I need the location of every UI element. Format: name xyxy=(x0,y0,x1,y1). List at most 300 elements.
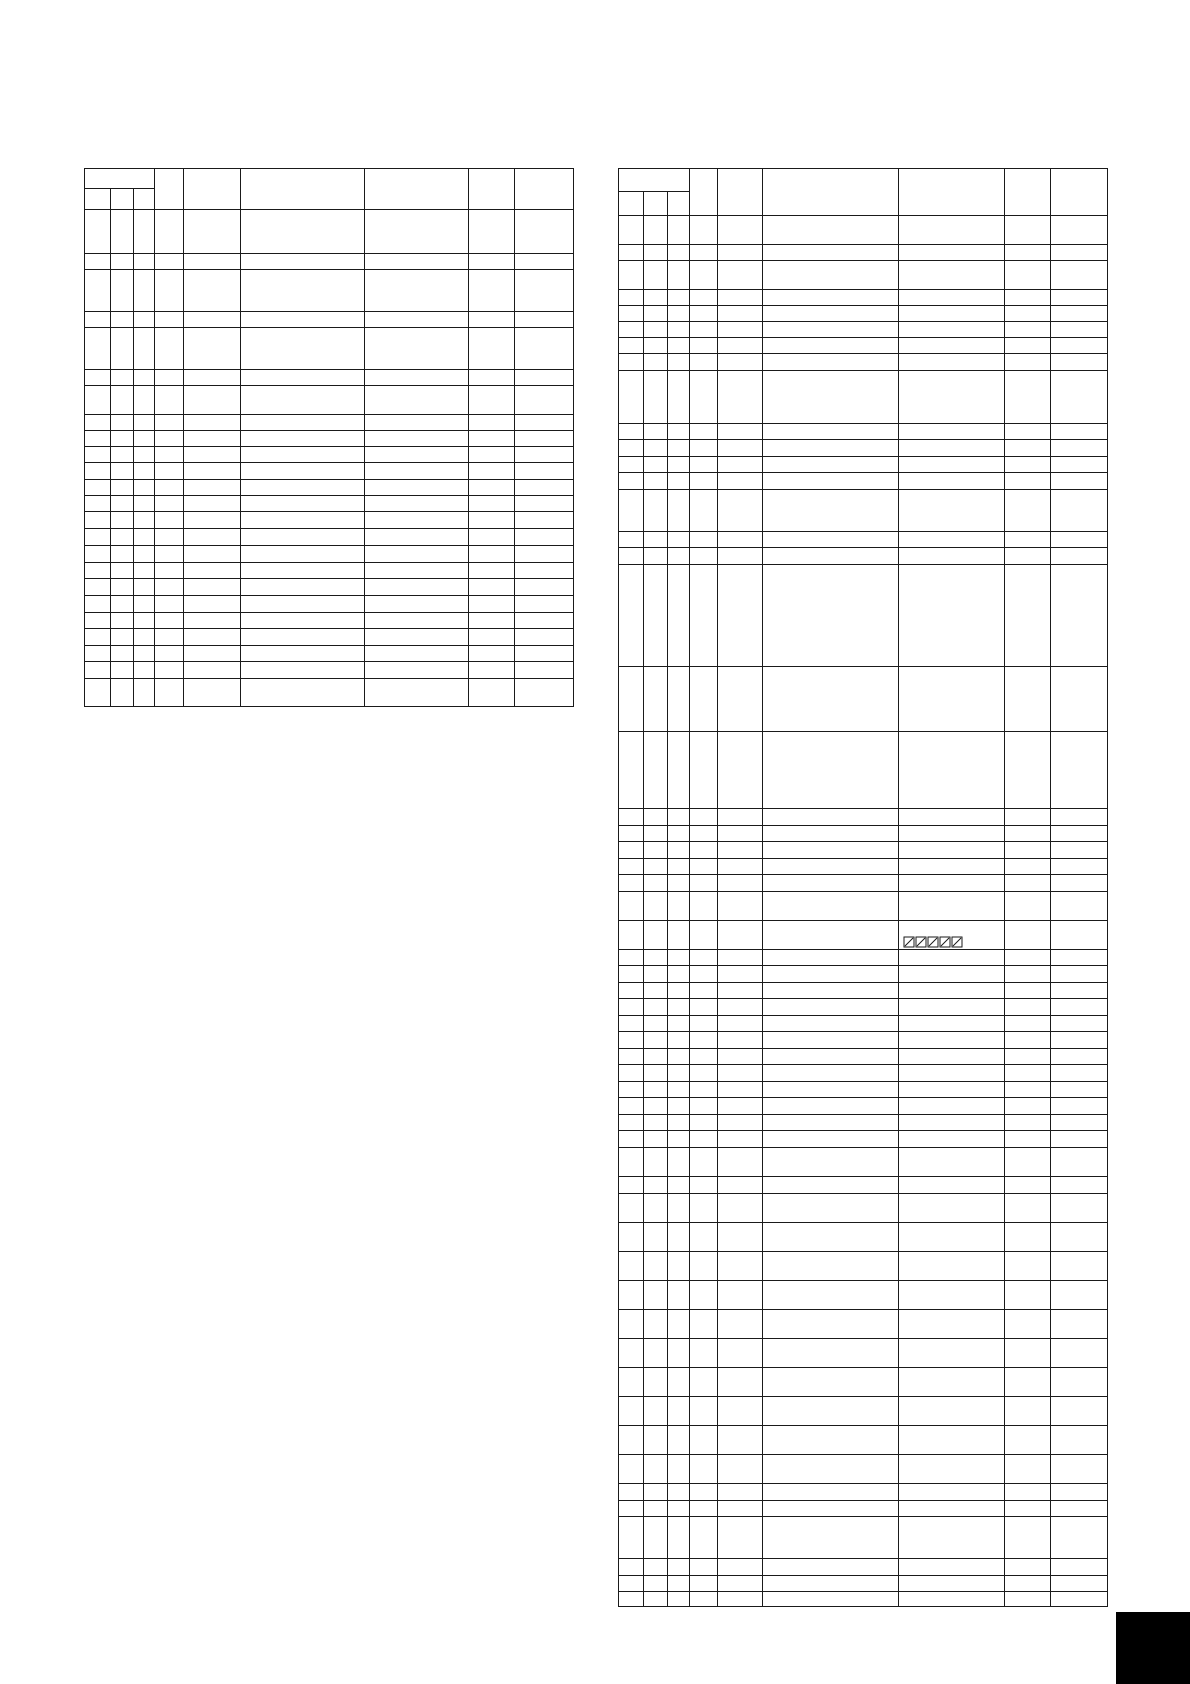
table-cell xyxy=(134,370,155,386)
table-cell xyxy=(690,966,718,983)
table-cell xyxy=(644,1016,668,1032)
table-cell xyxy=(619,548,644,565)
table-cell xyxy=(619,424,644,440)
table-cell xyxy=(668,983,690,999)
table-cell xyxy=(690,322,718,338)
header-cell xyxy=(899,169,1005,216)
table-cell xyxy=(718,999,763,1016)
table-cell xyxy=(241,596,365,613)
table-cell xyxy=(365,646,469,662)
table-cell xyxy=(718,875,763,892)
table-cell xyxy=(184,563,241,579)
table-cell xyxy=(1051,1484,1108,1501)
table-cell xyxy=(134,496,155,512)
table-cell xyxy=(718,1115,763,1131)
table-cell xyxy=(718,261,763,290)
table-cell xyxy=(763,921,899,950)
table-cell xyxy=(690,1115,718,1131)
table-cell xyxy=(365,463,469,480)
table-cell xyxy=(515,254,574,270)
table-cell xyxy=(365,496,469,512)
table-cell xyxy=(85,386,111,415)
table-row xyxy=(619,732,1108,809)
table-row xyxy=(619,322,1108,338)
table-cell xyxy=(763,338,899,354)
table-cell xyxy=(619,1368,644,1397)
table-cell xyxy=(718,424,763,440)
table-cell xyxy=(515,431,574,447)
table-row xyxy=(85,463,574,480)
table-cell xyxy=(899,1252,1005,1281)
table-cell xyxy=(690,354,718,371)
table-row xyxy=(619,1368,1108,1397)
table-cell xyxy=(644,892,668,921)
table-cell xyxy=(134,579,155,596)
table-cell xyxy=(111,370,134,386)
table-cell xyxy=(111,480,134,496)
table-cell xyxy=(134,328,155,370)
table-cell xyxy=(668,859,690,875)
table-cell xyxy=(155,431,184,447)
header-sub-cell xyxy=(644,192,668,216)
table-row xyxy=(85,496,574,512)
table-cell xyxy=(1005,1194,1051,1223)
table-cell xyxy=(619,532,644,548)
table-cell xyxy=(365,328,469,370)
table-cell xyxy=(155,210,184,254)
table-cell xyxy=(1005,216,1051,245)
table-cell xyxy=(515,596,574,613)
table-cell xyxy=(1005,1252,1051,1281)
table-cell xyxy=(718,1517,763,1559)
table-row xyxy=(619,1115,1108,1131)
table-cell xyxy=(644,1559,668,1576)
table-cell xyxy=(1051,921,1108,950)
table-cell xyxy=(644,290,668,306)
header-cell xyxy=(469,169,515,210)
table-cell xyxy=(690,1223,718,1252)
table-cell xyxy=(134,447,155,463)
table-row xyxy=(85,662,574,679)
table-row xyxy=(619,457,1108,473)
table-cell xyxy=(644,371,668,424)
table-row xyxy=(619,532,1108,548)
table-cell xyxy=(619,826,644,842)
table-cell xyxy=(899,216,1005,245)
table-row xyxy=(619,1049,1108,1065)
table-cell xyxy=(111,270,134,312)
table-cell xyxy=(365,447,469,463)
table-cell xyxy=(644,999,668,1016)
table-cell xyxy=(899,921,1005,950)
table-cell xyxy=(365,613,469,629)
table-cell xyxy=(668,1223,690,1252)
table-cell xyxy=(134,386,155,415)
table-cell xyxy=(134,646,155,662)
table-cell xyxy=(1005,1501,1051,1517)
table-cell xyxy=(619,983,644,999)
table-cell xyxy=(155,480,184,496)
table-cell xyxy=(619,950,644,966)
table-cell xyxy=(644,1252,668,1281)
header-cell xyxy=(718,169,763,216)
table-cell xyxy=(1051,1310,1108,1339)
table-cell xyxy=(718,892,763,921)
header-cell xyxy=(184,169,241,210)
table-cell xyxy=(1051,565,1108,667)
table-cell xyxy=(644,1484,668,1501)
table-cell xyxy=(241,546,365,563)
table-cell xyxy=(763,1016,899,1032)
table-cell xyxy=(718,1148,763,1177)
table-row xyxy=(619,983,1108,999)
header-group-row xyxy=(619,169,1108,192)
table-cell xyxy=(1005,440,1051,457)
table-cell xyxy=(85,210,111,254)
table-cell xyxy=(668,440,690,457)
table-cell xyxy=(619,1455,644,1484)
table-cell xyxy=(763,245,899,261)
table-cell xyxy=(644,859,668,875)
table-cell xyxy=(241,512,365,529)
table-cell xyxy=(134,254,155,270)
table-cell xyxy=(241,629,365,646)
table-cell xyxy=(1051,966,1108,983)
table-cell xyxy=(668,1559,690,1576)
table-cell xyxy=(1051,1559,1108,1576)
table-cell xyxy=(619,1131,644,1148)
table-cell xyxy=(644,354,668,371)
table-row xyxy=(85,415,574,431)
table-cell xyxy=(85,629,111,646)
table-cell xyxy=(763,1082,899,1098)
table-cell xyxy=(718,457,763,473)
table-cell xyxy=(241,370,365,386)
right-parameter-table xyxy=(618,168,1108,1607)
table-cell xyxy=(1005,354,1051,371)
table-cell xyxy=(184,512,241,529)
table-cell xyxy=(718,322,763,338)
table-cell xyxy=(111,629,134,646)
table-cell xyxy=(515,563,574,579)
table-cell xyxy=(718,809,763,826)
table-cell xyxy=(619,261,644,290)
table-cell xyxy=(899,371,1005,424)
table-row xyxy=(619,548,1108,565)
table-cell xyxy=(899,1194,1005,1223)
table-cell xyxy=(1051,532,1108,548)
table-cell xyxy=(1005,999,1051,1016)
table-cell xyxy=(718,490,763,532)
table-cell xyxy=(644,1397,668,1426)
table-cell xyxy=(690,1082,718,1098)
table-cell xyxy=(469,254,515,270)
table-cell xyxy=(469,496,515,512)
table-cell xyxy=(644,306,668,322)
table-cell xyxy=(644,1115,668,1131)
table-cell xyxy=(619,1148,644,1177)
table-cell xyxy=(644,1194,668,1223)
table-cell xyxy=(668,950,690,966)
table-cell xyxy=(690,261,718,290)
table-cell xyxy=(899,1426,1005,1455)
table-cell xyxy=(668,966,690,983)
table-cell xyxy=(241,447,365,463)
table-cell xyxy=(668,1148,690,1177)
table-cell xyxy=(1051,548,1108,565)
table-cell xyxy=(1051,875,1108,892)
table-cell xyxy=(718,921,763,950)
table-cell xyxy=(763,667,899,732)
table-row xyxy=(619,1426,1108,1455)
table-cell xyxy=(668,216,690,245)
table-cell xyxy=(899,1576,1005,1592)
table-cell xyxy=(763,354,899,371)
table-cell xyxy=(515,370,574,386)
table-cell xyxy=(1051,1455,1108,1484)
table-cell xyxy=(763,457,899,473)
table-cell xyxy=(690,1559,718,1576)
table-row xyxy=(619,1194,1108,1223)
table-cell xyxy=(763,290,899,306)
table-cell xyxy=(668,1426,690,1455)
table-cell xyxy=(619,1559,644,1576)
table-cell xyxy=(763,1098,899,1115)
table-cell xyxy=(1005,966,1051,983)
table-cell xyxy=(469,270,515,312)
table-cell xyxy=(469,463,515,480)
table-cell xyxy=(619,999,644,1016)
table-cell xyxy=(1051,1131,1108,1148)
table-cell xyxy=(184,546,241,563)
table-cell xyxy=(111,447,134,463)
table-cell xyxy=(241,646,365,662)
table-cell xyxy=(690,1016,718,1032)
table-cell xyxy=(668,1252,690,1281)
table-cell xyxy=(690,1484,718,1501)
table-cell xyxy=(111,210,134,254)
table-cell xyxy=(1051,457,1108,473)
table-cell xyxy=(690,1065,718,1082)
table-cell xyxy=(365,679,469,707)
table-cell xyxy=(690,921,718,950)
table-row xyxy=(619,1501,1108,1517)
table-cell xyxy=(690,306,718,322)
table-cell xyxy=(644,338,668,354)
table-cell xyxy=(690,1131,718,1148)
table-cell xyxy=(1051,1592,1108,1607)
table-row xyxy=(619,473,1108,490)
table-cell xyxy=(668,999,690,1016)
header-sub-cell xyxy=(111,189,134,210)
table-cell xyxy=(184,270,241,312)
table-cell xyxy=(718,1592,763,1607)
table-cell xyxy=(111,662,134,679)
table-cell xyxy=(184,386,241,415)
table-cell xyxy=(668,1194,690,1223)
header-sub-cell xyxy=(668,192,690,216)
table-cell xyxy=(644,983,668,999)
table-cell xyxy=(899,732,1005,809)
table-cell xyxy=(1005,859,1051,875)
table-cell xyxy=(469,596,515,613)
table-cell xyxy=(619,1115,644,1131)
table-cell xyxy=(111,563,134,579)
table-cell xyxy=(899,1397,1005,1426)
table-cell xyxy=(718,1281,763,1310)
table-cell xyxy=(619,490,644,532)
table-cell xyxy=(899,354,1005,371)
table-cell xyxy=(899,875,1005,892)
table-cell xyxy=(718,826,763,842)
table-cell xyxy=(668,1576,690,1592)
table-cell xyxy=(690,548,718,565)
table-row xyxy=(619,490,1108,532)
table-cell xyxy=(763,842,899,859)
table-cell xyxy=(1005,983,1051,999)
table-cell xyxy=(619,1281,644,1310)
table-row xyxy=(85,312,574,328)
table-cell xyxy=(619,1032,644,1049)
table-cell xyxy=(111,254,134,270)
table-cell xyxy=(619,1252,644,1281)
table-cell xyxy=(1051,1223,1108,1252)
slash-box-slash xyxy=(929,938,937,946)
table-cell xyxy=(1051,826,1108,842)
table-cell xyxy=(899,290,1005,306)
table-cell xyxy=(690,842,718,859)
table-cell xyxy=(668,532,690,548)
table-row xyxy=(85,431,574,447)
table-cell xyxy=(111,312,134,328)
table-cell xyxy=(111,679,134,707)
table-cell xyxy=(763,1592,899,1607)
table-cell xyxy=(718,1049,763,1065)
table-cell xyxy=(1005,1148,1051,1177)
table-cell xyxy=(155,563,184,579)
table-cell xyxy=(1005,1082,1051,1098)
table-cell xyxy=(644,1177,668,1194)
table-cell xyxy=(718,532,763,548)
slash-box-symbols xyxy=(903,936,967,948)
table-cell xyxy=(668,245,690,261)
table-cell xyxy=(365,415,469,431)
table-cell xyxy=(899,1082,1005,1098)
table-cell xyxy=(899,1517,1005,1559)
table-cell xyxy=(763,1252,899,1281)
table-cell xyxy=(899,966,1005,983)
table-cell xyxy=(184,447,241,463)
table-cell xyxy=(619,338,644,354)
table-cell xyxy=(1005,875,1051,892)
table-cell xyxy=(155,415,184,431)
table-cell xyxy=(690,1426,718,1455)
table-cell xyxy=(644,1098,668,1115)
table-cell xyxy=(85,679,111,707)
table-cell xyxy=(619,440,644,457)
table-cell xyxy=(763,1065,899,1082)
table-cell xyxy=(1005,338,1051,354)
table-cell xyxy=(1005,473,1051,490)
table-cell xyxy=(134,679,155,707)
table-cell xyxy=(1005,1310,1051,1339)
table-cell xyxy=(1051,1339,1108,1368)
table-cell xyxy=(155,546,184,563)
table-cell xyxy=(85,613,111,629)
table-cell xyxy=(668,490,690,532)
table-row xyxy=(85,546,574,563)
table-cell xyxy=(85,563,111,579)
table-cell xyxy=(1005,950,1051,966)
table-cell xyxy=(469,328,515,370)
table-cell xyxy=(668,732,690,809)
table-cell xyxy=(1005,826,1051,842)
table-cell xyxy=(899,826,1005,842)
table-cell xyxy=(763,532,899,548)
table-row xyxy=(619,371,1108,424)
slash-box-slash xyxy=(953,938,961,946)
table-cell xyxy=(184,662,241,679)
table-cell xyxy=(763,306,899,322)
table-cell xyxy=(184,629,241,646)
table-cell xyxy=(85,662,111,679)
table-cell xyxy=(718,1310,763,1339)
table-cell xyxy=(644,1455,668,1484)
table-cell xyxy=(644,322,668,338)
table-cell xyxy=(644,1049,668,1065)
table-cell xyxy=(469,447,515,463)
table-cell xyxy=(644,1223,668,1252)
table-cell xyxy=(690,950,718,966)
table-cell xyxy=(619,1177,644,1194)
table-cell xyxy=(718,338,763,354)
table-row xyxy=(619,1065,1108,1082)
table-cell xyxy=(763,1455,899,1484)
table-cell xyxy=(134,480,155,496)
table-cell xyxy=(1005,424,1051,440)
table-cell xyxy=(668,1065,690,1082)
table-cell xyxy=(690,490,718,532)
table-cell xyxy=(1051,424,1108,440)
table-cell xyxy=(668,842,690,859)
table-cell xyxy=(899,892,1005,921)
table-cell xyxy=(690,1148,718,1177)
table-cell xyxy=(668,1310,690,1339)
table-cell xyxy=(241,563,365,579)
table-cell xyxy=(690,1194,718,1223)
table-cell xyxy=(85,512,111,529)
table-cell xyxy=(619,1397,644,1426)
table-cell xyxy=(469,480,515,496)
table-cell xyxy=(668,354,690,371)
table-cell xyxy=(899,1177,1005,1194)
table-cell xyxy=(690,1032,718,1049)
table-cell xyxy=(763,859,899,875)
table-cell xyxy=(690,1397,718,1426)
table-cell xyxy=(899,1016,1005,1032)
table-cell xyxy=(241,480,365,496)
table-cell xyxy=(644,1065,668,1082)
table-cell xyxy=(85,447,111,463)
table-cell xyxy=(718,306,763,322)
table-cell xyxy=(899,1339,1005,1368)
table-cell xyxy=(763,424,899,440)
table-cell xyxy=(763,875,899,892)
table-cell xyxy=(1005,921,1051,950)
table-cell xyxy=(668,1115,690,1131)
table-cell xyxy=(184,415,241,431)
page-tab-marker xyxy=(1116,1612,1190,1684)
